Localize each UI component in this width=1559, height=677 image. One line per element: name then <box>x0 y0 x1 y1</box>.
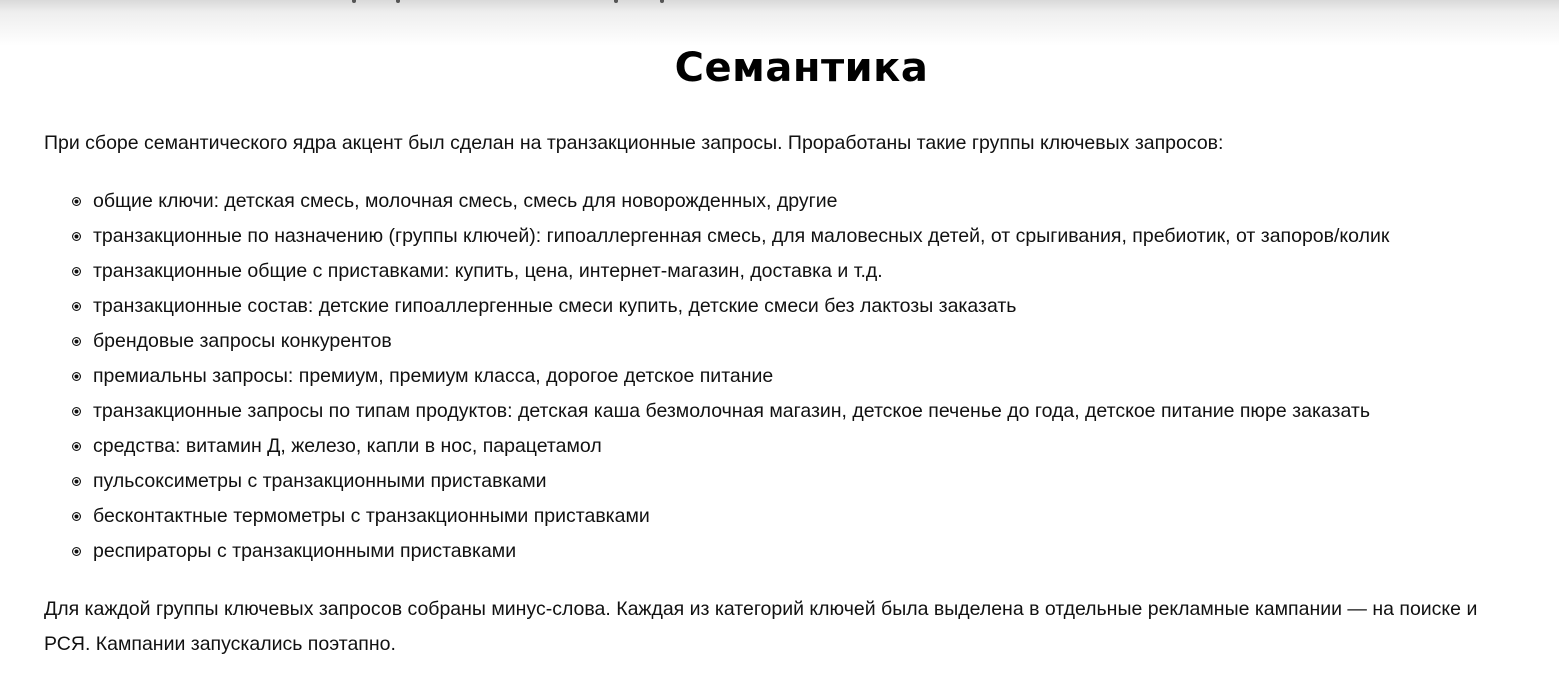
bullet-icon <box>72 372 81 381</box>
list-item-text: транзакционные общие с приставками: купить, цена, интернет-магазин, доставка и т.д. <box>93 260 883 282</box>
list-item <box>44 254 1544 289</box>
intro-paragraph: При сборе семантического ядра акцент был сделан на транзакционные запросы. Проработаны такие группы ключевых запросов: <box>44 132 1224 154</box>
list-item <box>44 534 1544 569</box>
bullet-icon <box>72 407 81 416</box>
list-item-text: средства: витамин Д, железо, капли в нос, парацетамол <box>93 435 602 457</box>
list-item-text: премиальны запросы: премиум, премиум класса, дорогое детское питание <box>93 365 774 387</box>
bullet-icon <box>72 337 81 346</box>
list-item <box>44 394 1544 429</box>
bullet-icon <box>72 302 81 311</box>
bullet-icon <box>72 232 81 241</box>
list-item-text: транзакционные запросы по типам продуктов: детская каша безмолочная магазин, детское печенье до года, детское питание пюре заказать <box>93 400 1370 422</box>
keyword-groups-list <box>44 184 1544 569</box>
list-item <box>44 429 1544 464</box>
bullet-icon <box>72 442 81 451</box>
list-item-text: транзакционные по назначению (группы ключей): гипоаллергенная смесь, для маловесных детей, от срыгивания, пребиотик, от запоров/колик <box>93 225 1390 247</box>
list-item <box>44 324 1544 359</box>
section-title: Семантика <box>674 45 929 91</box>
list-item <box>44 359 1544 394</box>
list-item-text: общие ключи: детская смесь, молочная смесь, смесь для новорожденных, другие <box>93 190 838 212</box>
cutoff-mark <box>352 0 356 3</box>
cutoff-mark <box>614 0 618 3</box>
list-item-text: бесконтактные термометры с транзакционными приставками <box>93 505 650 527</box>
list-item <box>44 464 1544 499</box>
cutoff-mark <box>396 0 400 3</box>
article-section <box>44 40 1544 662</box>
list-item-text: транзакционные состав: детские гипоаллергенные смеси купить, детские смеси без лактозы заказать <box>93 295 1017 317</box>
list-item-text: респираторы с транзакционными приставками <box>93 540 517 562</box>
cutoff-text-fragments <box>0 0 1559 6</box>
list-item <box>44 289 1544 324</box>
list-item-text: пульсоксиметры с транзакционными приставками <box>93 470 547 492</box>
cutoff-mark <box>660 0 664 3</box>
list-item <box>44 184 1544 219</box>
list-item <box>44 219 1544 254</box>
bullet-icon <box>72 197 81 206</box>
bullet-icon <box>72 547 81 556</box>
bullet-icon <box>72 267 81 276</box>
outro-paragraph: Для каждой группы ключевых запросов собраны минус-слова. Каждая из категорий ключей была выделена в отдельные рекламные кампании — на поиске и РСЯ. Кампании запускались поэтапно. <box>44 598 1478 655</box>
list-item <box>44 499 1544 534</box>
bullet-icon <box>72 477 81 486</box>
list-item-text: брендовые запросы конкурентов <box>93 330 392 352</box>
bullet-icon <box>72 512 81 521</box>
